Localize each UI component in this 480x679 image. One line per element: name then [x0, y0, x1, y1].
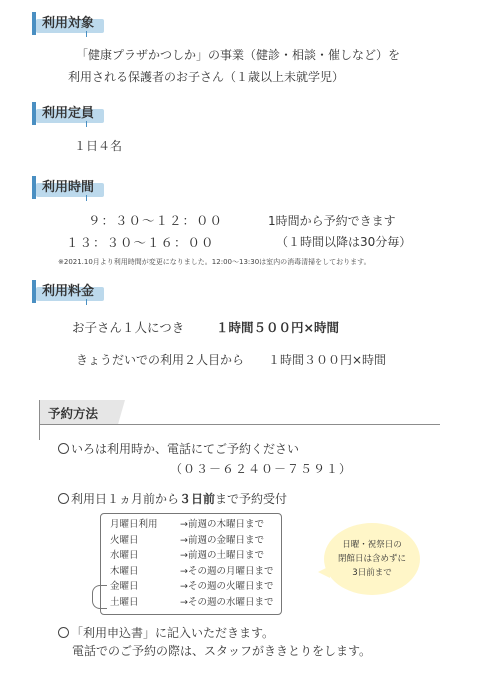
section-heading-reservation: 予約方法 [48, 406, 99, 421]
hours-booking-note-2: （１時間以降は30分毎） [276, 235, 412, 249]
fee-line-1-value: １時間５００円×時間 [216, 320, 339, 335]
heading-tick [86, 195, 87, 201]
schedule-row: 金曜日 →その週の火曜日まで [110, 581, 274, 593]
schedule-row: 月曜日利用 →前週の木曜日まで [110, 519, 264, 530]
schedule-box-curl [92, 585, 107, 609]
schedule-row: 土曜日 →その週の水曜日まで [110, 596, 274, 608]
reservation-item-3: 「利用申込書」に記入いただきます。 [58, 624, 274, 641]
fee-line-2-label: きょうだいでの利用２人目から [76, 353, 245, 367]
hours-change-notice: ※2021.10月より利用時間が変更になりました。12:00～13:30は室内の消毒清掃をしております。 [58, 258, 371, 266]
section-heading-capacity: 利用定員 [36, 102, 104, 125]
schedule-list [110, 517, 273, 611]
fee-line-2-value: １時間３００円×時間 [268, 353, 387, 367]
reservation-flag-post [39, 400, 40, 440]
section-heading-target: 利用対象 [36, 12, 104, 35]
heading-tick [86, 299, 87, 305]
reservation-item-1: いろは利用時か、電話にてご予約ください [58, 440, 299, 457]
hours-booking-note-1: 1時間から予約できます [268, 214, 396, 228]
capacity-value: １日４名 [74, 139, 123, 153]
schedule-row: 木曜日 →その週の月曜日まで [110, 565, 274, 577]
reservation-phone: （０３－６２４０－７５９１） [170, 462, 353, 476]
heading-tick [86, 121, 87, 127]
hours-slot-afternoon: １３：３０～１６：００ [66, 235, 215, 250]
reservation-item-3-line-2: 電話でのご予約の際は、スタッフがききとりをします。 [72, 644, 372, 658]
target-line-1: 「健康プラザかつしか」の事業（健診・相談・催しなど）を [76, 48, 401, 62]
circle-bullet-icon [58, 627, 69, 638]
hours-slot-morning: ９：３０～１２：００ [88, 213, 224, 228]
fee-line-1-label: お子さん１人につき [72, 320, 185, 335]
reservation-item-2: 利用日１ヵ月前から３日前まで予約受付 [58, 490, 287, 507]
heading-tick [86, 31, 87, 37]
target-line-2: 利用される保護者のお子さん（１歳以上未就学児） [68, 70, 345, 84]
section-heading-hours: 利用時間 [36, 176, 104, 199]
circle-bullet-icon [58, 493, 69, 504]
note-bubble-text: 日曜・祝祭日の 閉館日は含めずに 3日前まで [337, 540, 406, 578]
schedule-row: 火曜日 →前週の金曜日まで [110, 534, 264, 546]
reservation-underline [39, 424, 440, 425]
section-heading-fee: 利用料金 [36, 280, 104, 303]
schedule-row: 水曜日 →前週の土曜日まで [110, 550, 264, 562]
circle-bullet-icon [58, 443, 69, 454]
